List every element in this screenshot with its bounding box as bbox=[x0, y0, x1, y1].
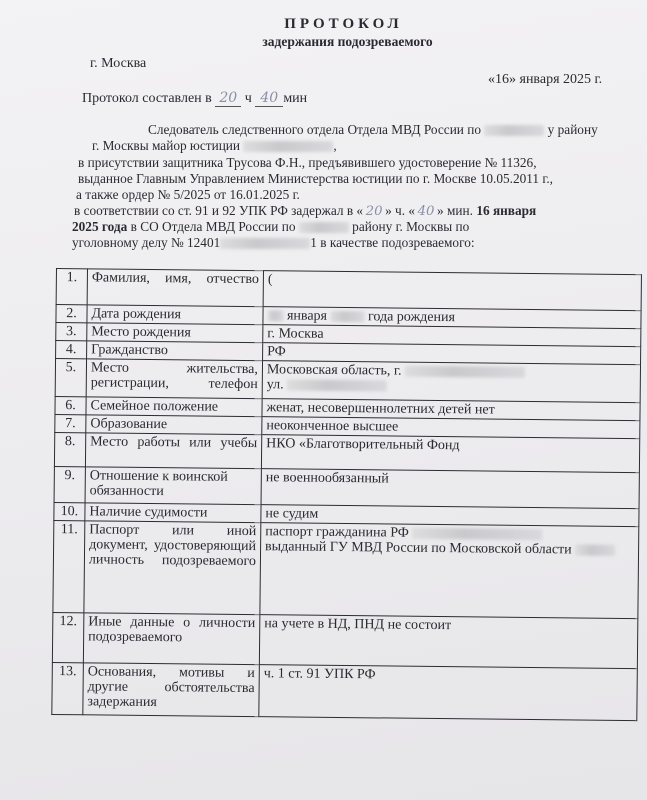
row-label: Место жительства, регистрации, телефон bbox=[86, 359, 262, 399]
row-value: января года рождения bbox=[263, 307, 641, 329]
body-line-4: выданное Главным Управлением Министерства юстиции по г. Москве 10.05.2011 г., bbox=[78, 171, 553, 186]
composed-hours: 20 bbox=[215, 90, 241, 107]
row-value: г. Москва bbox=[263, 325, 641, 347]
row-label: Образование bbox=[86, 415, 262, 435]
redaction bbox=[405, 366, 525, 378]
row-label: Место рождения bbox=[87, 323, 263, 343]
row-number: 9. bbox=[54, 466, 85, 502]
row-number: 6. bbox=[55, 396, 86, 414]
row-number: 7. bbox=[55, 414, 86, 432]
row-label: Паспорт или иной документ, удостоверяющий личность подозреваемого bbox=[84, 521, 261, 615]
row-number: 5. bbox=[55, 359, 86, 397]
table-row bbox=[54, 466, 639, 508]
row-label: Дата рождения bbox=[87, 305, 263, 325]
row-label: Отношение к воинской обязанности bbox=[85, 467, 261, 505]
row-value: не военнообязанный bbox=[261, 469, 639, 509]
detained-hours: 20 bbox=[365, 204, 383, 219]
row-value: неоконченное высшее bbox=[262, 417, 640, 439]
body-line-1: Следователь следственного отдела Отдела МВД России по у району bbox=[148, 122, 598, 137]
row-value: ч. 1 ст. 91 УПК РФ bbox=[259, 665, 638, 721]
city: г. Москва bbox=[90, 56, 147, 71]
row-label: Гражданство bbox=[87, 341, 263, 361]
row-value: женат, несовершеннолетних детей нет bbox=[262, 399, 640, 421]
row-value: РФ bbox=[263, 343, 641, 365]
row-number: 11. bbox=[53, 520, 85, 612]
row-number: 4. bbox=[56, 341, 87, 359]
row-number: 2. bbox=[56, 305, 87, 323]
composed-hours-unit: ч bbox=[244, 91, 252, 106]
table-row bbox=[55, 359, 640, 403]
body-line-5: а также ордер № 5/2025 от 16.01.2025 г. bbox=[76, 187, 300, 202]
table-row bbox=[52, 662, 638, 720]
table-row bbox=[56, 269, 641, 311]
suspect-data-table bbox=[51, 268, 642, 721]
row-value: не судим bbox=[261, 505, 639, 527]
composed-minutes-unit: мин bbox=[283, 91, 308, 106]
redaction bbox=[575, 545, 615, 556]
row-value: ( bbox=[263, 271, 641, 311]
document-title: ПРОТОКОЛ bbox=[284, 16, 403, 32]
composed-prefix: Протокол составлен в bbox=[82, 91, 212, 106]
row-label: Основания, мотивы и другие обстоятельства задержания bbox=[83, 663, 260, 717]
body-line-6: в соответствии со ст. 91 и 92 УПК РФ задержал в « 20 » ч. « 40 » мин. 16 января bbox=[74, 203, 537, 219]
row-number: 12. bbox=[52, 612, 84, 662]
body-line-2: г. Москвы майор юстиции , bbox=[92, 138, 337, 153]
row-value: Московская область, г. ул. bbox=[262, 361, 640, 403]
document-date: «16» января 2025 г. bbox=[488, 72, 603, 87]
redaction bbox=[330, 311, 364, 322]
document-subtitle: задержания подозреваемого bbox=[262, 34, 433, 49]
redaction bbox=[243, 141, 333, 152]
row-value: на учете в НД, ПНД не состоит bbox=[259, 615, 638, 669]
row-label: Фамилия, имя, отчество bbox=[87, 269, 263, 307]
redaction bbox=[220, 238, 310, 249]
row-number: 8. bbox=[54, 432, 85, 466]
redaction bbox=[299, 222, 349, 233]
redaction bbox=[412, 528, 542, 540]
body-line-8: уголовному делу № 12401 1 в качестве подозреваемого: bbox=[72, 235, 475, 250]
row-number: 10. bbox=[54, 502, 85, 520]
body-line-3: в присутствии защитника Трусова Ф.Н., предъявившего удостоверение № 11326, bbox=[78, 155, 537, 170]
table-row bbox=[52, 612, 637, 668]
row-label: Наличие судимости bbox=[85, 503, 261, 523]
redaction bbox=[287, 380, 387, 392]
table-row bbox=[53, 520, 639, 618]
detained-minutes: 40 bbox=[417, 204, 435, 219]
row-number: 13. bbox=[52, 662, 84, 714]
row-label: Семейное положение bbox=[86, 397, 262, 417]
redaction bbox=[484, 125, 544, 136]
row-value: паспорт гражданина РФ выданный ГУ МВД России по Московской области bbox=[260, 523, 639, 619]
row-number: 1. bbox=[56, 269, 87, 305]
row-label: Место работы или учебы bbox=[85, 433, 261, 469]
redaction bbox=[267, 310, 283, 321]
row-value: НКО «Благотворительный Фонд bbox=[261, 435, 639, 473]
row-label: Иные данные о личности подозреваемого bbox=[83, 613, 260, 665]
body-line-7: 2025 года в СО Отдела МВД России по району г. Москвы по bbox=[72, 219, 470, 234]
composed-time-line bbox=[82, 90, 307, 107]
row-number: 3. bbox=[56, 323, 87, 341]
composed-minutes: 40 bbox=[255, 90, 283, 107]
